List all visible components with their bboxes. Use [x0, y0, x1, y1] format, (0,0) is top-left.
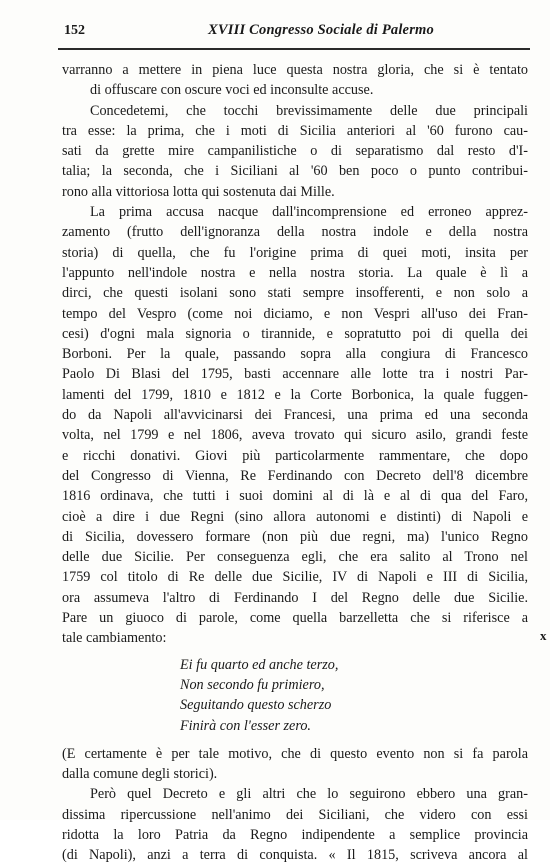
- margin-mark: x: [540, 628, 547, 643]
- header-rule: [58, 48, 530, 50]
- text-line: cesi) d'ogni mala signoria o tirannide, e sopratutto poi di quella dei: [62, 325, 528, 342]
- text-line: l'appunto nell'indole nostra e nella nostra storia. La quale è lì a: [62, 264, 528, 281]
- text-line: La prima accusa nacque dall'incomprensione ed erroneo apprez-: [90, 204, 528, 221]
- text-line: varranno a mettere in piena luce questa nostra gloria, che si è tentato: [62, 62, 528, 78]
- verse-block: [62, 655, 528, 736]
- text-line: storia) di quella, che fu l'origine prima di quei moti, insita per: [62, 244, 528, 261]
- text-line: 1816 ordinava, che tutti i suoi domini al di là e al di qua del Faro,: [62, 488, 528, 505]
- text-line: Paolo Di Blasi del 1795, basti accennare alle lotte tra i nostri Par-: [62, 366, 528, 383]
- page-number: 152: [64, 23, 85, 38]
- text-line: dalla comune degli storici).: [62, 766, 218, 783]
- text-line: del Congresso di Vienna, Re Ferdinando con Decreto dell'8 dicembre: [62, 467, 528, 484]
- running-head: XVIII Congresso Sociale di Palermo: [208, 22, 434, 38]
- text-line: 1759 col titolo di Re delle due Sicilie, IV di Napoli e III di Sicilia,: [62, 569, 528, 586]
- text-line: cioè a dire i due Regni (sino allora autonomi e distinti) di Napoli e: [62, 508, 528, 525]
- text-line: volta, nel 1799 e nel 1806, aveva trovato qui sicuro asilo, grandi feste: [62, 427, 528, 444]
- text-line: e ricchi donativi. Giovi più particolarmente rammentare, che dopo: [62, 447, 528, 464]
- text-line: talia; la seconda, che i Siciliani al '60 ben poco o punto contribui-: [62, 163, 528, 180]
- text-line: dissima ripercussione nell'animo dei Siciliani, che videro con essi: [62, 806, 528, 823]
- text-line: sati da grette mire campanilistiche o di separatismo dal resto d'I-: [62, 143, 528, 160]
- verse-line: Seguitando questo scherzo: [180, 697, 332, 714]
- text-line: (di Napoli), anzi a terra di conquista. « Il 1815, scriveva ancora al: [62, 847, 528, 864]
- text-line: ora assumeva l'altro di Ferdinando I del Regno delle due Sicilie.: [62, 589, 528, 606]
- text-line: Pare un giuoco di parole, come quella barzelletta che si riferisce a: [62, 610, 528, 627]
- body-text: [62, 60, 528, 866]
- verse-line: Finirà con l'esser zero.: [180, 717, 311, 734]
- text-line: di offuscare con oscure voci ed inconsulte accuse.: [90, 82, 374, 99]
- text-line: delle due Sicilie. Per conseguenza egli, che era salito al Trono nel: [62, 549, 528, 566]
- verse-line: Ei fu quarto ed anche terzo,: [180, 656, 339, 673]
- text-line: Concedetemi, che tocchi brevissimamente delle due principali: [90, 102, 528, 119]
- text-line: lamenti del 1799, 1810 e 1812 e la Corte Borbonica, la quale fuggen-: [62, 386, 528, 403]
- text-line: tale cambiamento:: [62, 630, 167, 647]
- text-line: rono alla vittoriosa lotta qui sostenuta dai Mille.: [62, 183, 335, 200]
- text-line: tra esse: la prima, che i moti di Sicilia anteriori al '60 furono cau-: [62, 122, 528, 139]
- verse-line: Non secondo fu primiero,: [180, 676, 325, 693]
- text-line: do da Napoli all'avvicinarsi dei Francesi, una prima ed una seconda: [62, 407, 528, 424]
- text-line: (E certamente è per tale motivo, che di questo evento non si fa parola: [62, 745, 528, 762]
- text-line: dirci, che questi isolani sono stati sempre insofferenti, e non solo a: [62, 285, 528, 302]
- text-line: Però quel Decreto e gli altri che lo seguirono ebbero una gran-: [90, 786, 528, 803]
- text-line: zamento (frutto dell'ignoranza della nostra indole e della nostra: [62, 224, 528, 241]
- text-line: Borboni. Per la quale, passando sopra alla congiura di Francesco: [62, 346, 528, 363]
- text-line: tempo del Vespro (come noi diciamo, e non Vespri all'uso dei Fran-: [62, 305, 528, 322]
- text-line: ridotta la loro Patria da Regno indipendente a semplice provincia: [62, 826, 528, 843]
- page-header: [64, 20, 526, 42]
- text-line: di Sicilia, dovessero formare (non più due regni, ma) l'unico Regno: [62, 528, 528, 545]
